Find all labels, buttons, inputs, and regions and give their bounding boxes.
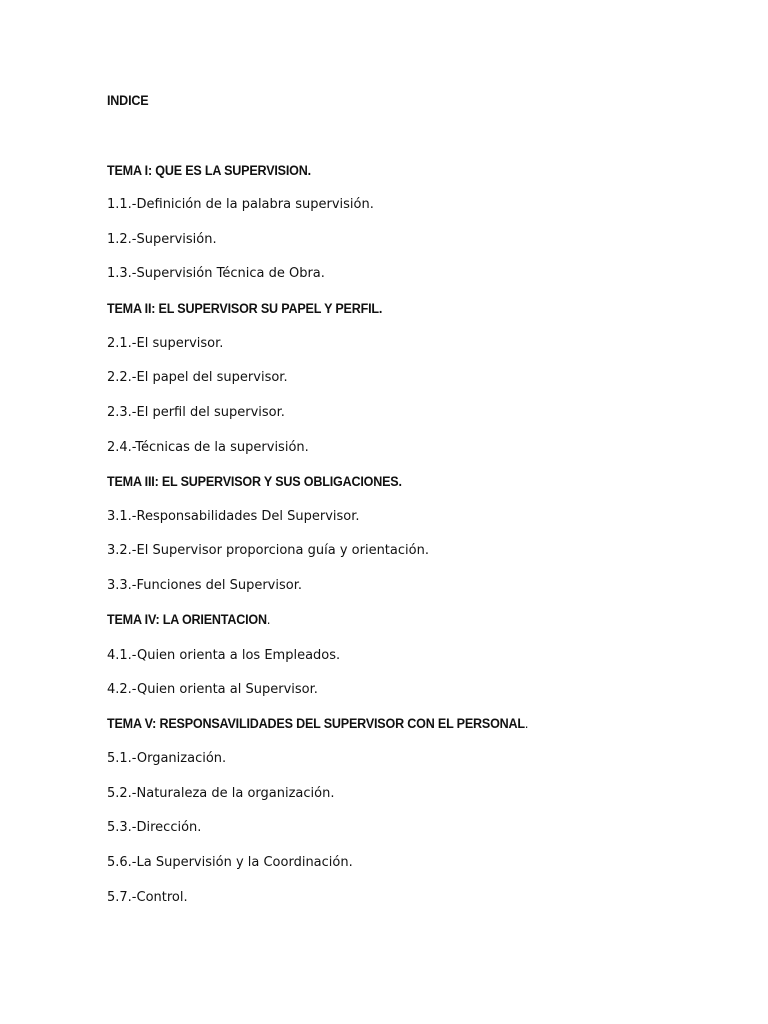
section-heading-3-text: TEMA III: EL SUPERVISOR Y SUS OBLIGACIONES. <box>107 474 402 489</box>
section-heading-3 <box>107 473 402 491</box>
section-heading-1-text: TEMA I: QUE ES LA SUPERVISION. <box>107 163 311 178</box>
index-item-2-4: 2.4.-Técnicas de la supervisión. <box>107 440 309 455</box>
index-item-3-2: 3.2.-El Supervisor proporciona guía y orientación. <box>107 543 429 558</box>
index-item-4-2: 4.2.-Quien orienta al Supervisor. <box>107 682 318 697</box>
index-item-1-3: 1.3.-Supervisión Técnica de Obra. <box>107 266 325 281</box>
index-item-4-1: 4.1.-Quien orienta a los Empleados. <box>107 648 341 663</box>
section-heading-5-suffix: . <box>524 716 529 731</box>
section-heading-5-text: TEMA V: RESPONSAVILIDADES DEL SUPERVISOR CON EL PERSONAL <box>107 716 525 731</box>
index-item-2-2: 2.2.-El papel del supervisor. <box>107 370 288 385</box>
index-item-3-3: 3.3.-Funciones del Supervisor. <box>107 578 302 593</box>
section-heading-4 <box>107 611 270 629</box>
section-heading-4-suffix: . <box>266 612 271 627</box>
index-item-2-1: 2.1.-El supervisor. <box>107 336 224 351</box>
index-item-1-2: 1.2.-Supervisión. <box>107 232 217 247</box>
index-item-3-1: 3.1.-Responsabilidades Del Supervisor. <box>107 509 360 524</box>
index-item-5-5: 5.7.-Control. <box>107 890 188 905</box>
section-heading-4-text: TEMA IV: LA ORIENTACION <box>107 612 267 627</box>
index-item-5-2: 5.2.-Naturaleza de la organización. <box>107 786 335 801</box>
section-heading-2-text: TEMA II: EL SUPERVISOR SU PAPEL Y PERFIL. <box>107 301 383 316</box>
index-item-2-3: 2.3.-El perfil del supervisor. <box>107 405 285 420</box>
index-item-5-1: 5.1.-Organización. <box>107 751 227 766</box>
index-title: INDICE <box>107 93 149 108</box>
index-item-1-1: 1.1.-Definición de la palabra supervisión. <box>107 197 374 212</box>
index-item-5-3: 5.3.-Dirección. <box>107 820 202 835</box>
section-heading-5 <box>107 715 528 733</box>
index-item-5-4: 5.6.-La Supervisión y la Coordinación. <box>107 855 353 870</box>
section-heading-2 <box>107 300 382 318</box>
section-heading-1 <box>107 162 311 180</box>
